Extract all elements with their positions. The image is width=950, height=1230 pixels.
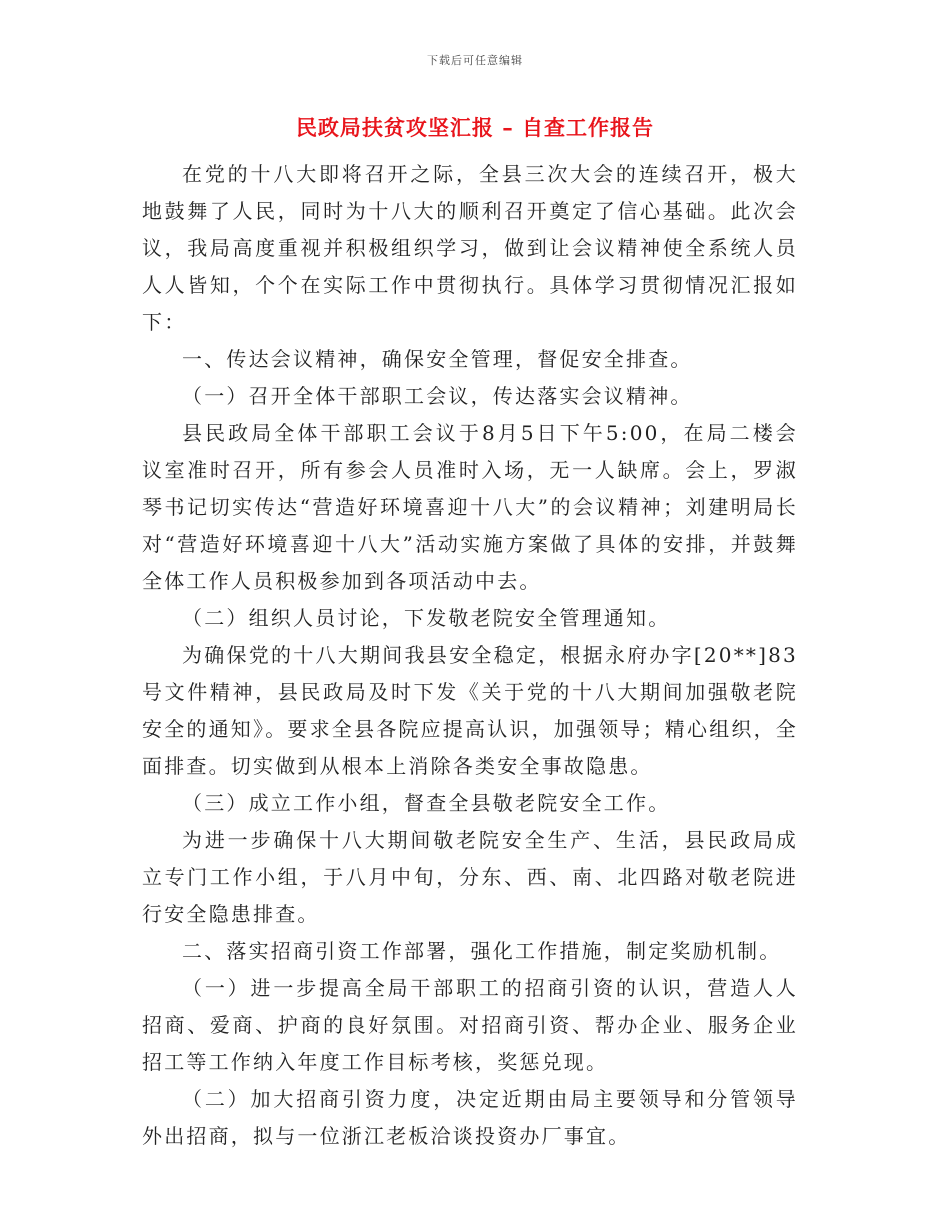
subsection-heading: （二）组织人员讨论，下发敬老院安全管理通知。 [182,606,671,630]
paragraph: 县民政局全体干部职工会议于8月5日下午5:00，在局二楼会议室准时召开，所有参会人员准时入场，无一人缺席。会上，罗淑琴书记切实传达“营造好环境喜迎十八大”的会议精神；刘建明局长对“营造好环境喜迎十八大”活动实施方案做了具体的安排，并鼓舞全体工作人员积极参加到各项活动中去。 [142,421,798,593]
section-heading: 二、落实招商引资工作部署，强化工作措施，制定奖励机制。 [182,939,782,963]
paragraph: （一）进一步提高全局干部职工的招商引资的认识，营造人人招商、爱商、护商的良好氛围。对招商引资、帮办企业、服务企业招工等工作纳入年度工作目标考核，奖惩兑现。 [142,976,798,1074]
document-body [142,156,798,1155]
paragraph: 在党的十八大即将召开之际，全县三次大会的连续召开，极大地鼓舞了人民，同时为十八大的顺利召开奠定了信心基础。此次会议，我局高度重视并积极组织学习，做到让会议精神使全系统人员人人皆知，个个在实际工作中贯彻执行。具体学习贯彻情况汇报如下： [142,162,798,334]
document-title: 民政局扶贫攻坚汇报 – 自查工作报告 [295,115,655,140]
paragraph: 为进一步确保十八大期间敬老院安全生产、生活，县民政局成立专门工作小组，于八月中旬，分东、西、南、北四路对敬老院进行安全隐患排查。 [142,828,798,926]
subsection-heading: （三）成立工作小组，督查全县敬老院安全工作。 [182,791,671,815]
paragraph: 为确保党的十八大期间我县安全稳定，根据永府办字[20**]83号文件精神，县民政局及时下发《关于党的十八大期间加强敬老院安全的通知》。要求全县各院应提高认识，加强领导；精心组织，全面排查。切实做到从根本上消除各类安全事故隐患。 [142,643,798,778]
paragraph: （二）加大招商引资力度，决定近期由局主要领导和分管领导外出招商，拟与一位浙江老板洽谈投资办厂事宜。 [142,1087,798,1148]
section-heading: 一、传达会议精神，确保安全管理，督促安全排查。 [182,347,693,371]
subsection-heading: （一）召开全体干部职工会议，传达落实会议精神。 [182,384,693,408]
header-note: 下载后可任意编辑 [427,54,523,67]
